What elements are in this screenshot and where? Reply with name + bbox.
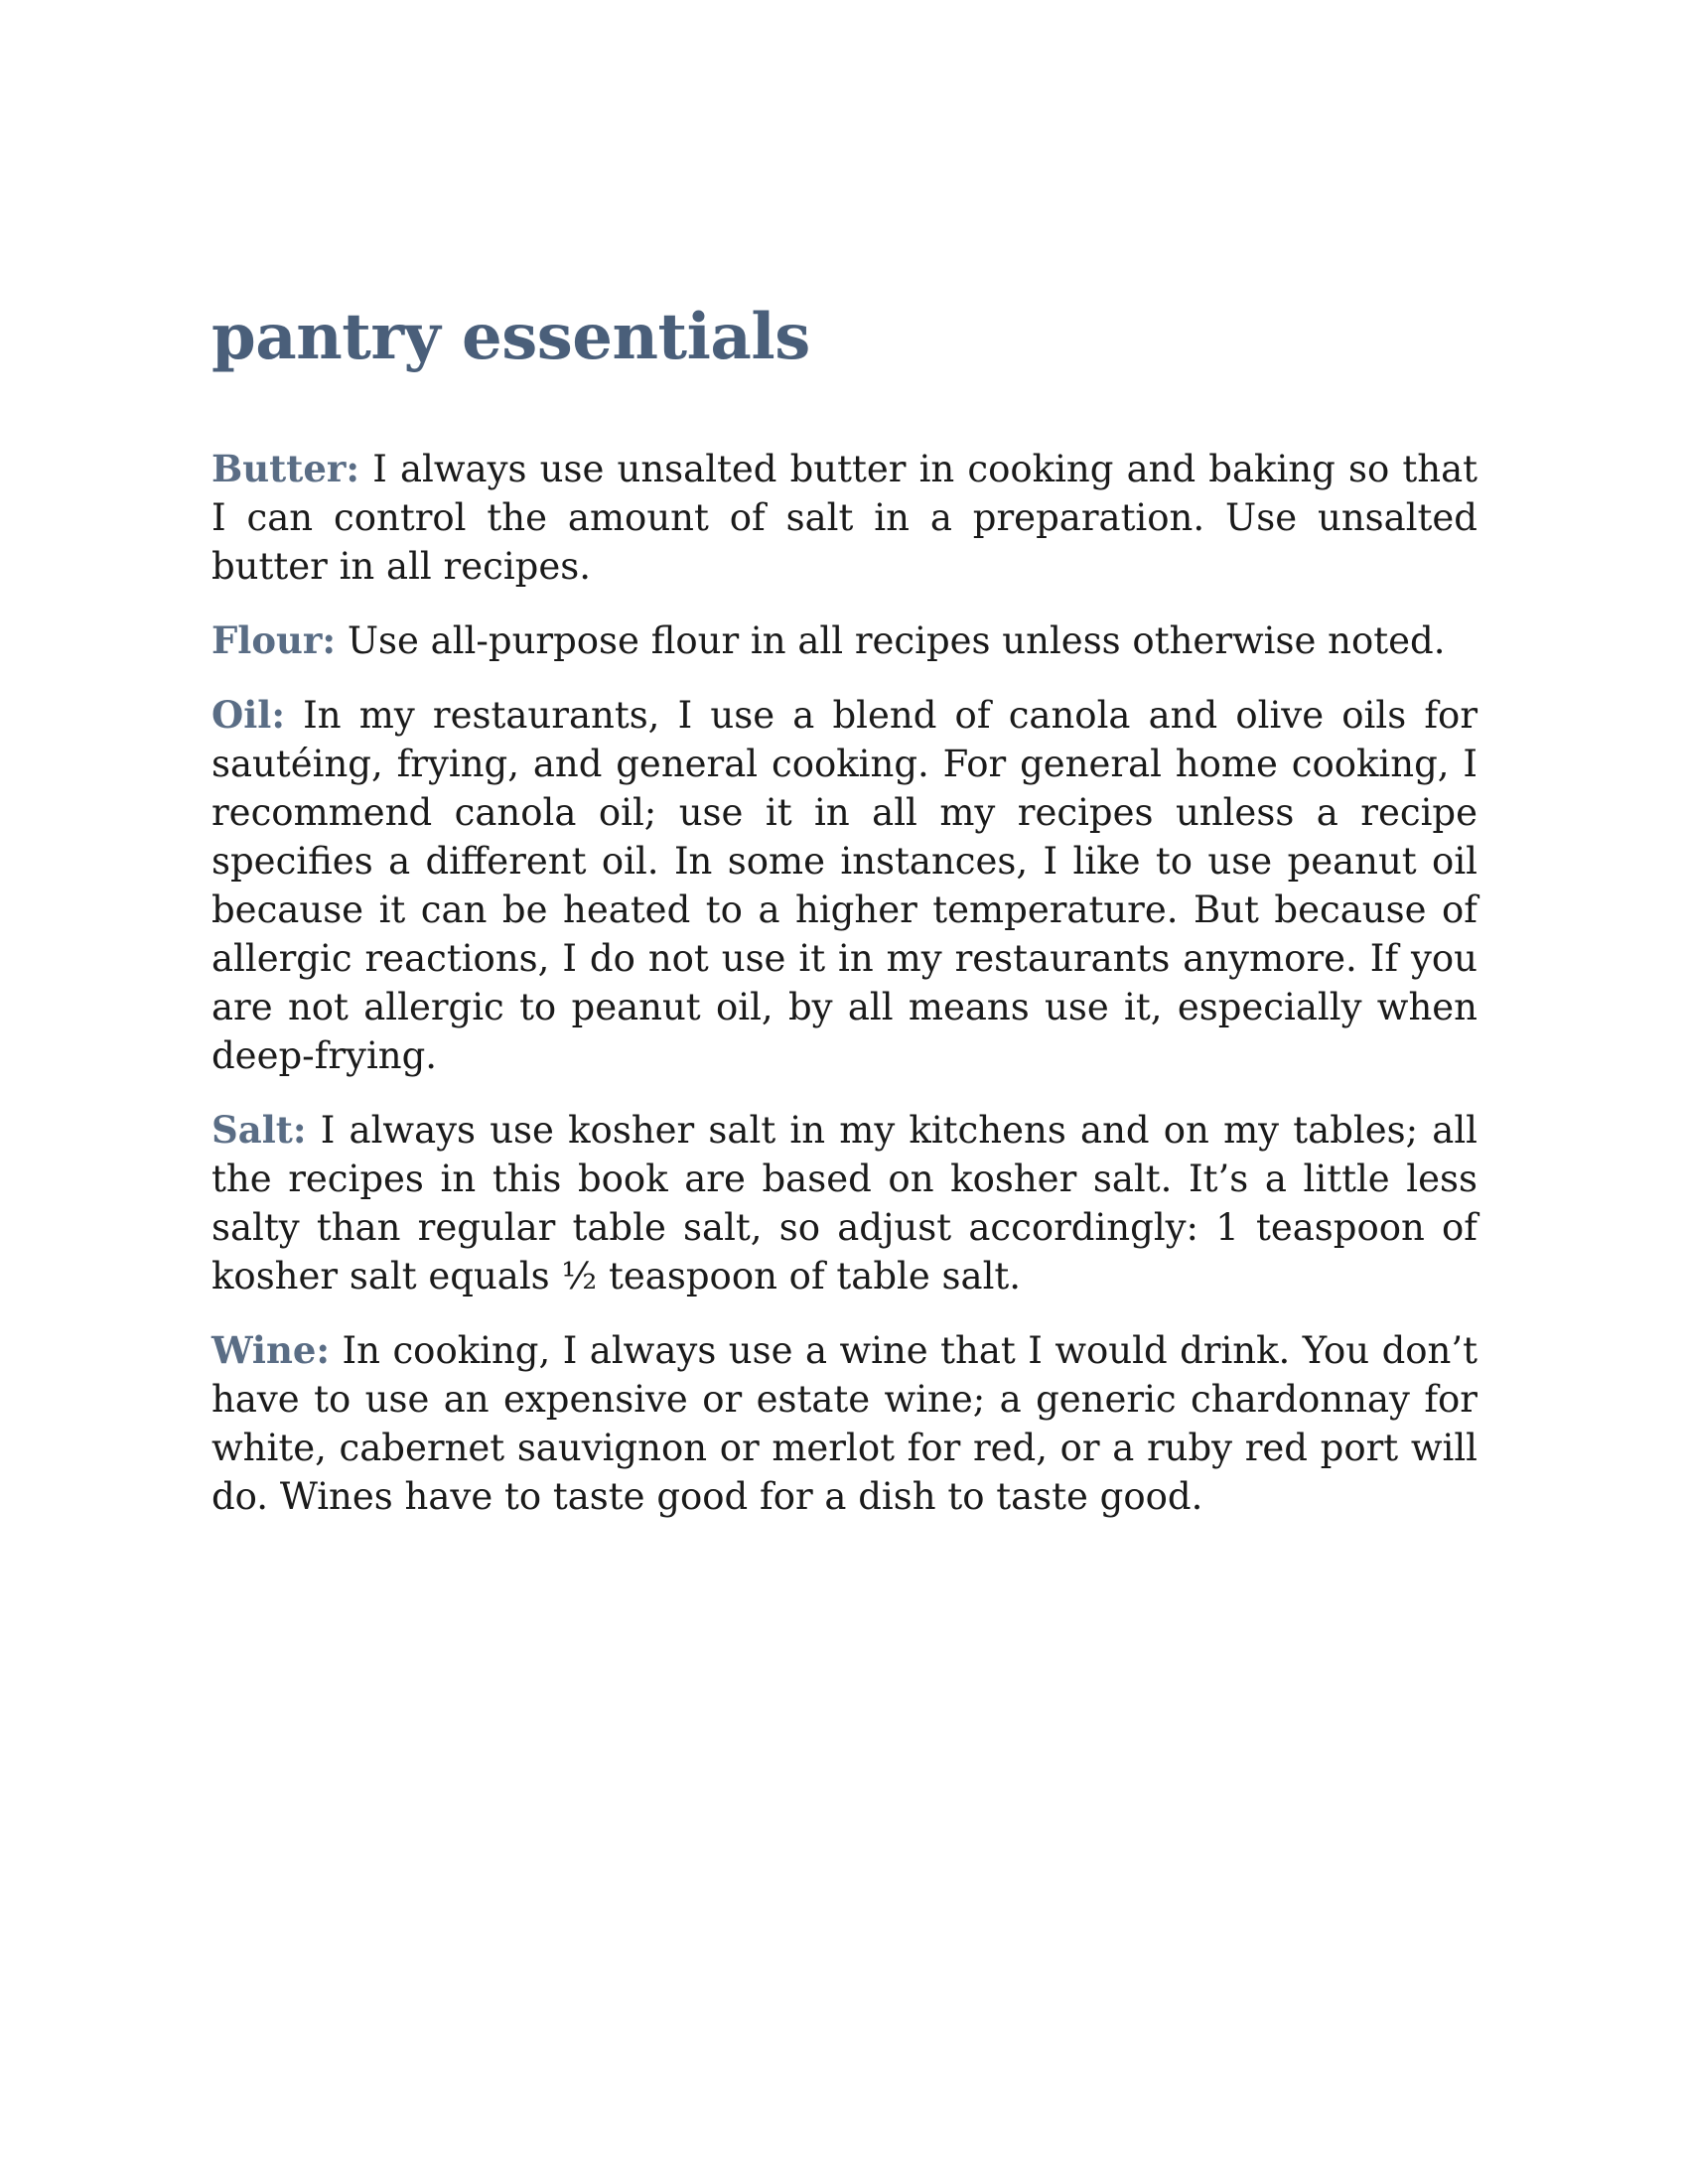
entry-term: Salt: — [211, 1108, 307, 1152]
document-page — [211, 298, 1477, 1547]
entry-term: Flour: — [211, 618, 337, 662]
entry-text: I always use unsalted butter in cooking and baking so that I can control the amount of salt in a preparation. Use unsalted butter in all recipes. — [211, 448, 1478, 588]
entry-text: Use all-purpose flour in all recipes unless otherwise noted. — [347, 619, 1446, 662]
entry-term: Butter: — [211, 447, 360, 490]
entry-flour — [211, 616, 1477, 665]
entry-butter — [211, 445, 1477, 591]
entry-text: In my restaurants, I use a blend of canola and olive oils for sautéing, frying, and general cooking. For general home cooking, I recommend canola oil; use it in all my recipes unless a recipe specifies a different oil. In some instances, I like to use peanut oil because it can be heated to a higher temperature. But because of allergic reactions, I do not use it in my restaurants anymore. If you are not allergic to peanut oil, by all means use it, especially when deep-frying. — [211, 694, 1478, 1077]
entry-text: I always use kosher salt in my kitchens and on my tables; all the recipes in this book are based on kosher salt. It’s a little less salty than regular table salt, so adjust accordingly: 1 teaspoon of kosher salt equals ½ teaspoon of table salt. — [211, 1109, 1477, 1297]
entry-text: In cooking, I always use a wine that I would drink. You don’t have to use an expensive or estate wine; a generic chardonnay for white, cabernet sauvignon or merlot for red, or a ruby red port will do. Wines have to taste good for a dish to taste good. — [211, 1329, 1477, 1518]
entry-wine — [211, 1326, 1477, 1521]
entry-term: Wine: — [211, 1328, 331, 1372]
page-title: pantry essentials — [211, 300, 810, 374]
entry-term: Oil: — [211, 693, 285, 737]
entry-oil — [211, 691, 1477, 1080]
entry-salt — [211, 1106, 1477, 1300]
